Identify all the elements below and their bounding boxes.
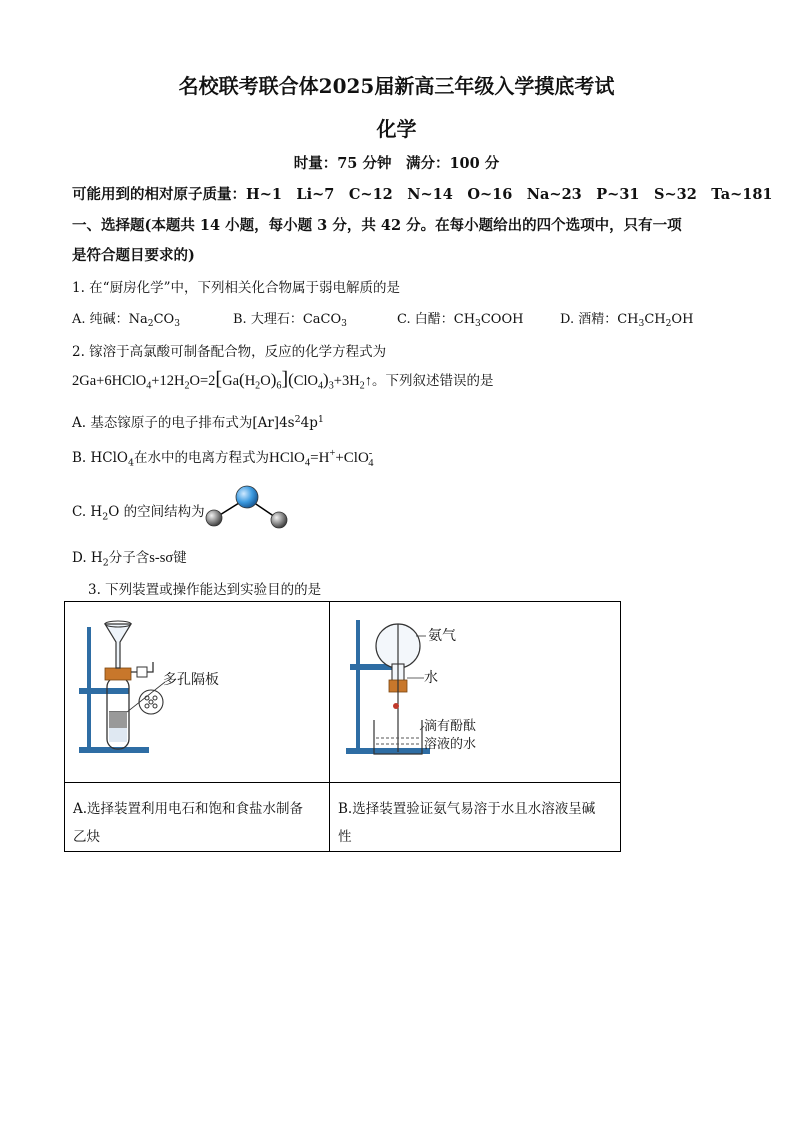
liquid bbox=[109, 728, 127, 742]
phenolphthalein-label-1: 滴有酚酞 bbox=[424, 719, 477, 734]
solid-lumps bbox=[109, 712, 127, 728]
phenolphthalein-label-2: 溶液的水 bbox=[424, 737, 477, 752]
porous-plate-label: 多孔隔板 bbox=[163, 672, 219, 688]
q2-option-b: B. HClO$_4$在水中的电离方程式为HClO$_4$=H++ClO-$_4$ bbox=[72, 448, 374, 469]
q1-option-a: A. 纯碱：$Na_2CO_3$ bbox=[72, 312, 180, 330]
section-heading-line2: 是符合题目要求的) bbox=[72, 247, 195, 264]
separatory-funnel bbox=[105, 624, 131, 668]
ammonia-fountain-figure bbox=[330, 602, 620, 778]
stopper bbox=[105, 668, 131, 680]
water-label: 水 bbox=[424, 670, 438, 686]
q1-option-c: C. 白醋：$CH_3COOH$ bbox=[397, 312, 524, 330]
q2-option-c: C. $H_2O$ 的空间结构为 bbox=[72, 504, 205, 523]
q3-caption-b: B.选择装置验证氨气易溶于水且水溶液呈碱 性 bbox=[330, 783, 621, 852]
q2-option-d: D. $H_2$分子含s-sσ键 bbox=[72, 550, 187, 569]
clamp bbox=[79, 688, 129, 694]
q2-equation: $2Ga+6HClO_4+12H_2O=2[Ga(H_2O)_6](ClO_4)_3+3H_2↑$ bbox=[72, 368, 372, 392]
q1-option-d: D. 酒精：$CH_3CH_2OH$ bbox=[560, 312, 694, 330]
q2-stem: 2. 镓溶于高氯酸可制备配合物，反应的化学方程式为 bbox=[72, 344, 387, 360]
q1-option-b: B. 大理石：CaCO$_3$ bbox=[233, 312, 347, 330]
dropper-tip bbox=[393, 703, 399, 709]
stopcock bbox=[137, 667, 147, 677]
time-score: 时量：75 分钟 满分：100 分 bbox=[293, 155, 500, 172]
q3-table bbox=[64, 601, 621, 852]
q2-option-a: A. 基态镓原子的电子排布式为$[Ar]4s^24p^1$ bbox=[72, 413, 324, 431]
q1-stem: 1. 在“厨房化学”中，下列相关化合物属于弱电解质的是 bbox=[72, 280, 400, 296]
q2-equation-suffix: 。下列叙述错误的是 bbox=[371, 373, 494, 389]
q3-stem: 3. 下列装置或操作能达到实验目的的是 bbox=[88, 582, 322, 598]
atomic-masses: 可能用到的相对原子质量：H~1 Li~7 C~12 N~14 O~16 Na~23 P~31 S~32 Ta~181 bbox=[72, 186, 773, 203]
q3-figure-a-cell bbox=[65, 602, 330, 783]
subject-title: 化学 bbox=[376, 117, 417, 141]
ammonia-label: 氨气 bbox=[428, 628, 456, 644]
plate-detail-icon bbox=[139, 690, 163, 714]
water-molecule-icon bbox=[200, 482, 295, 532]
q2-equation-line bbox=[72, 368, 493, 394]
q3-figure-b-cell bbox=[330, 602, 621, 783]
section-heading-line1: 一、选择题(本题共 14 小题，每小题 3 分，共 42 分。在每小题给出的四个选项中，只有一项 bbox=[72, 217, 682, 234]
acetylene-apparatus-figure bbox=[65, 602, 329, 778]
exam-title: 名校联考联合体2025届新高三年级入学摸底考试 bbox=[178, 74, 615, 98]
stand-rod bbox=[356, 620, 360, 750]
q3-caption-a: A.选择装置利用电石和饱和食盐水制备 乙炔 bbox=[65, 783, 330, 852]
